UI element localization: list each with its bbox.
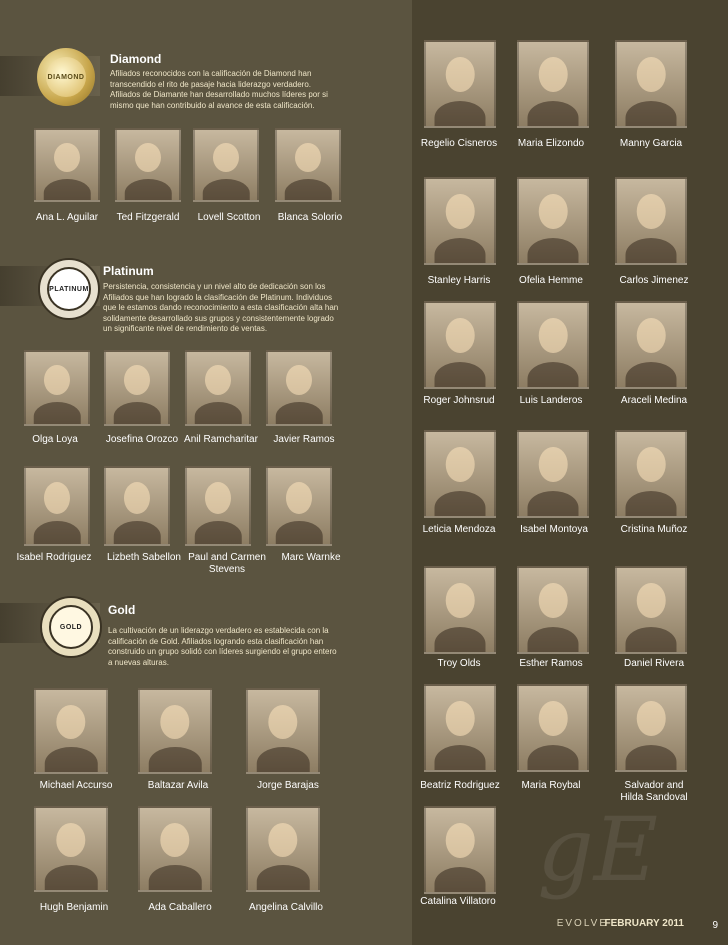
name-hugh-benjamin: Hugh Benjamin bbox=[39, 902, 109, 913]
footer-date: FEBRUARY 2011 bbox=[604, 918, 684, 929]
photo-catalina-villatoro bbox=[424, 806, 496, 894]
name-josefina-orozco: Josefina Orozco bbox=[105, 434, 179, 445]
name-beatriz-rodriguez: Beatriz Rodriguez bbox=[420, 780, 500, 791]
name-olga-loya: Olga Loya bbox=[32, 434, 78, 445]
photo-ana-aguilar bbox=[34, 128, 100, 202]
diamond-badge-text: DIAMOND bbox=[47, 73, 85, 81]
name-carlos-jimenez: Carlos Jimenez bbox=[619, 275, 689, 286]
name-roger-johnsrud: Roger Johnsrud bbox=[423, 395, 495, 406]
photo-regelio-cisneros bbox=[424, 40, 496, 128]
diamond-badge bbox=[37, 48, 95, 106]
name-daniel-rivera: Daniel Rivera bbox=[623, 658, 685, 669]
name-cristina-munoz: Cristina Muñoz bbox=[620, 524, 688, 535]
photo-manny-garcia bbox=[615, 40, 687, 128]
gold-title: Gold bbox=[108, 603, 136, 617]
name-lizbeth-sabellon: Lizbeth Sabellon bbox=[107, 552, 181, 563]
photo-anil-ramcharitar bbox=[185, 350, 251, 426]
name-ana-aguilar: Ana L. Aguilar bbox=[35, 212, 99, 223]
photo-baltazar-avila bbox=[138, 688, 212, 774]
photo-hugh-benjamin bbox=[34, 806, 108, 892]
platinum-badge bbox=[38, 258, 100, 320]
name-regelio-cisneros: Regelio Cisneros bbox=[420, 138, 498, 149]
name-luis-landeros: Luis Landeros bbox=[519, 395, 583, 406]
photo-marc-warnke bbox=[266, 466, 332, 546]
name-isabel-rodriguez: Isabel Rodriguez bbox=[16, 552, 92, 563]
name-manny-garcia: Manny Garcia bbox=[619, 138, 683, 149]
diamond-description: Afiliados reconocidos con la calificación de Diamond han transcendido el rito de pasaje hacia liderazgo verdadero. Afiliados de Diamante han desarrollado muchos líderes por si mismo que han contribuido al avance de esta calificación. bbox=[110, 69, 328, 110]
ge-watermark-logo: gE bbox=[537, 798, 658, 901]
name-lovell-scotton: Lovell Scotton bbox=[197, 212, 261, 223]
photo-josefina-orozco bbox=[104, 350, 170, 426]
photo-stanley-harris bbox=[424, 177, 496, 265]
name-paul-carmen-stevens: Paul and Carmen Stevens bbox=[188, 552, 266, 575]
photo-isabel-rodriguez bbox=[24, 466, 90, 546]
gold-description: La cultivación de un liderazgo verdadero es establecida con la calificación de Gold. Afiliados logrando esta clasificación han construido un grupo solidó con líderes surgiendo el grupo entero a nuevas alturas. bbox=[108, 626, 337, 667]
name-baltazar-avila: Baltazar Avila bbox=[147, 780, 209, 791]
name-michael-accurso: Michael Accurso bbox=[39, 780, 113, 791]
photo-angelina-calvillo bbox=[246, 806, 320, 892]
photo-lovell-scotton bbox=[193, 128, 259, 202]
name-araceli-medina: Araceli Medina bbox=[620, 395, 688, 406]
name-ofelia-hemme: Ofelia Hemme bbox=[519, 275, 583, 286]
platinum-description: Persistencia, consistencia y un nivel alto de dedicación son los Afiliados que han logrado la clasificación de Platinum. Individuos que le estamos dando reconocimiento a esta clasificación alta han solidamente desarrollado sus grupos y consistentemente logrado un significante nivel de rendimiento de ventas. bbox=[103, 282, 339, 333]
name-blanca-solorio: Blanca Solorio bbox=[277, 212, 343, 223]
diamond-title: Diamond bbox=[110, 52, 162, 66]
photo-jorge-barajas bbox=[246, 688, 320, 774]
photo-luis-landeros bbox=[517, 301, 589, 389]
footer-brand: EVOLVE bbox=[556, 918, 608, 929]
photo-salvador-hilda-sandoval bbox=[615, 684, 687, 772]
photo-cristina-munoz bbox=[615, 430, 687, 518]
photo-troy-olds bbox=[424, 566, 496, 654]
photo-maria-elizondo bbox=[517, 40, 589, 128]
gold-badge bbox=[40, 596, 102, 658]
photo-ada-caballero bbox=[138, 806, 212, 892]
name-jorge-barajas: Jorge Barajas bbox=[257, 780, 319, 791]
name-troy-olds: Troy Olds bbox=[437, 658, 481, 669]
photo-lizbeth-sabellon bbox=[104, 466, 170, 546]
name-ted-fitzgerald: Ted Fitzgerald bbox=[116, 212, 180, 223]
photo-isabel-montoya bbox=[517, 430, 589, 518]
name-ada-caballero: Ada Caballero bbox=[148, 902, 212, 913]
photo-roger-johnsrud bbox=[424, 301, 496, 389]
name-angelina-calvillo: Angelina Calvillo bbox=[249, 902, 323, 913]
name-isabel-montoya: Isabel Montoya bbox=[520, 524, 588, 535]
platinum-title: Platinum bbox=[103, 264, 154, 278]
photo-beatriz-rodriguez bbox=[424, 684, 496, 772]
photo-olga-loya bbox=[24, 350, 90, 426]
name-anil-ramcharitar: Anil Ramcharitar bbox=[184, 434, 258, 445]
name-leticia-mendoza: Leticia Mendoza bbox=[422, 524, 496, 535]
photo-blanca-solorio bbox=[275, 128, 341, 202]
name-maria-elizondo: Maria Elizondo bbox=[517, 138, 585, 149]
name-maria-roybal: Maria Roybal bbox=[521, 780, 581, 791]
page-number: 9 bbox=[712, 920, 718, 931]
photo-michael-accurso bbox=[34, 688, 108, 774]
photo-paul-carmen-stevens bbox=[185, 466, 251, 546]
name-marc-warnke: Marc Warnke bbox=[281, 552, 341, 563]
name-catalina-villatoro: Catalina Villatoro bbox=[420, 896, 496, 907]
photo-esther-ramos bbox=[517, 566, 589, 654]
name-esther-ramos: Esther Ramos bbox=[519, 658, 583, 669]
photo-javier-ramos bbox=[266, 350, 332, 426]
platinum-badge-text: PLATINUM bbox=[49, 285, 89, 293]
name-salvador-hilda-sandoval: Salvador and Hilda Sandoval bbox=[620, 780, 688, 803]
photo-ofelia-hemme bbox=[517, 177, 589, 265]
name-stanley-harris: Stanley Harris bbox=[427, 275, 491, 286]
photo-araceli-medina bbox=[615, 301, 687, 389]
photo-leticia-mendoza bbox=[424, 430, 496, 518]
gold-badge-text: GOLD bbox=[59, 623, 83, 631]
photo-daniel-rivera bbox=[615, 566, 687, 654]
photo-carlos-jimenez bbox=[615, 177, 687, 265]
name-javier-ramos: Javier Ramos bbox=[273, 434, 335, 445]
photo-ted-fitzgerald bbox=[115, 128, 181, 202]
photo-maria-roybal bbox=[517, 684, 589, 772]
